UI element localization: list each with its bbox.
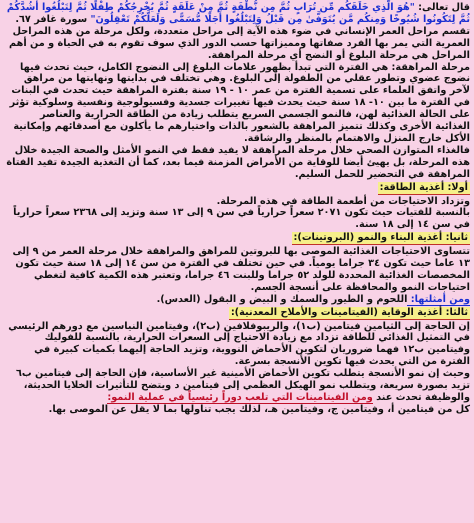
document-page [4,2,470,521]
vitamin-growth-paragraph [4,368,470,404]
vitamin-growth-text: وحيث إن نمو الأنسجة يتطلب تكوين الأحماض الأمينية غير الأساسية، فإن الحاجة إلى فيتامين ب٦ تزيد بصورة سريعة، ويتطلب نمو الهيكل العظمي إلى فيتامين د ويتضح للتأثيرات الخلايا الحديثة، والوظيفة تحدث عند [16,368,470,403]
intro-paragraph: تقسم مراحل العمر الإنساني في ضوء هذه الآية إلى مراحل متعددة، ولكل مرحلة من هذه المراحل العمرية التي يمر بها الفرد صفاتها ومميزاتها حسب الدور الذي سوف تقوم به في الحياة و من أهم المراحل هي مرحلة البلوغ أو النضج أي مرحلة المراهقة. [9,25,470,61]
energy-calories-paragraph: بالنسبة للفتيات حيث تكون ٢٠٧١ سعراً حرارياً في سن ٩ إلى ١٣ سنة وتزيد إلى ٢٣٦٨ سعراً حرارياً في سن ١٤ إلى ١٨ سنة. [13,207,470,231]
verse-paragraph [4,2,470,26]
vitamin-b-paragraph: إن الحاجة إلى الثيامين فيتامين (ب١)، والريبوفلافين (ب٢)، وفيتامين النياسين مع دورهم الرئيسي في التمثيل الغذائي للطاقة تزداد مع زيادة الاحتياج إلى السعرات الحرارية، بالنسبة للفوليك وفيتامين ب١٢ فهما ضروريان لتكوين الأحماض النووية، وتزيد الحاجة إليهما بكميات كبيرة في الفترة من التي يحدث فيها تكوين الأنسجة بسرعة. [8,320,470,368]
examples-text: اللحوم و الطيور والسمك و البيض و البقول (العدس). [156,293,408,305]
protein-needs-paragraph: تتساوى الاحتياجات الغذائية الموصى بها للبروتين للمراهق والمراهقة خلال مرحلة العمر من ٩ إلى ١٣ عاما حيث تكون ٣٤ جراما يومياً. في حين تختلف في الفترة من سن ١٤ إلى ١٨ سنة حيث تكون المخصصات الغذائية المحددة للولد ٥٢ جراما وللبنت ٤٦ جراما، وتعتبر هذه الكمية كافية لتغطي احتياجات النمو والمحافظة على أنسجة الجسم. [12,246,470,293]
balanced-diet-paragraph: فالغذاء المتوازن الصحي خلال مرحلة المراهقة لا يفيد فقط في النمو الأمثل والصحة الجيدة خلال هذه المرحلة، بل يهيئ أيضا للوقاية من الأمراض المزمنة فيما بعد، كما أن التغذية الجيدة تفيد الفتاة المراهقة في التحضير للحمل السليم. [6,144,470,180]
section-protective-foods [4,306,470,416]
quran-verse: "هُوَ الَّذِي خَلَقَكُم مِّن تُرَابٍ ثُمَّ مِن نُّطْفَةٍ ثُمَّ مِنْ عَلَقَةٍ ثُمَّ يُخْرِجُكُمْ طِفْلًا ثُمَّ لِتَبْلُغُوا أَشُدَّكُمْ ثُمَّ لِتَكُونُوا شُيُوخًا وَمِنكُم مَّن يُتَوَفَّىٰ مِن قَبْلُ وَلِتَبْلُغُوا أَجَلًا مُّسَمًّى وَلَعَلَّكُمْ تَعْقِلُونَ" [6,2,470,25]
growth-vitamins-paragraph: كل من فيتامين أ، وفيتامين ج، وفيتامين هـ، لذلك يجب تناولها بما لا يقل عن الموصى بها. [48,403,470,415]
protein-foods-heading: ثانيا: أغذية البناء والنمو (البروتينات): [293,232,468,244]
section-protein-foods [4,231,470,305]
verse-intro: قال تعالى: [414,2,470,13]
protein-examples-paragraph [4,294,470,306]
section-energy-foods [4,181,470,232]
adolescence-definition-paragraph: مرحلة المراهقة: هي الفترة التي تبدأ بظهور علامات البلوغ إلى النضوج الكامل، حيث تحدث فيها نضوج عضوي وتطور عقلي من الطفولة إلى البلوغ. وهي تختلف في بدايتها ونهايتها من مراهق لآخر واتفق العلماء على تسمية الفترة من عمر ١٠ - ١٩ سنة بفترة المراهقة حيث تحدث في البنات في الفترة ما بين ١٠- ١٨ سنة حيث يحدث فيها تغييرات جسدية وفسيولوجية ونفسية وسلوكية تؤثر على الحالة الغذائية لهن، فالنمو الجسمي السريع يتطلب زيادة من الطاقة الحرارية والعناصر الغذائية الأخرى وكذلك تتميز المراهقة بالشعور بالذات واختيارهم ما يأكلون مع أصدقائهم وإمكانية الأكل خارج المنزل والاهتمام بالمنظر والرشاقة. [9,61,470,144]
energy-foods-heading: أولا: أغذية الطاقة: [379,181,468,193]
growth-vitamins-highlight: ومن الفيتامينات التي تلعب دوراً رئيسياً في عملية النمو: [107,392,373,403]
examples-label: ومن أمثلتها: [407,293,470,305]
energy-needs-paragraph: وتزداد الاحتياجات من أطعمة الطاقة في هذه المرحلة. [216,195,470,207]
verse-reference: سورة غافر ٦٧. [15,13,91,25]
protective-foods-heading: ثالثا: أغذية الوقاية (الفيتامينات والأملاح المعدنية): [230,306,468,318]
